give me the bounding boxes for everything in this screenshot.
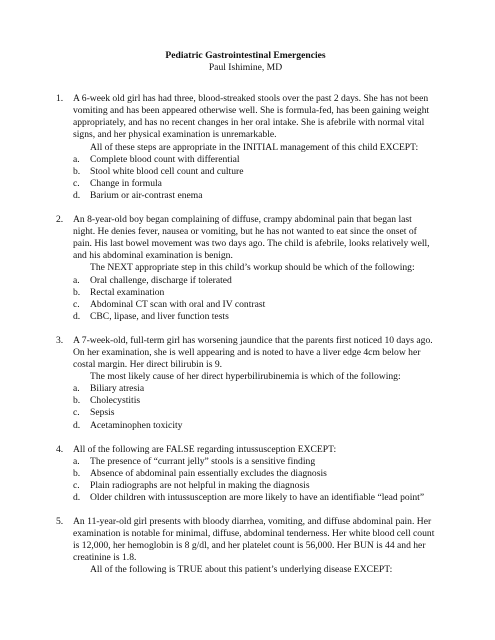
option-text: Complete blood count with differential [90,153,240,165]
option-text: Rectal examination [90,286,165,298]
option-letter: c. [73,298,80,310]
question-stem: An 8-year-old boy began complaining of diffuse, crampy abdominal pain that began last night. He denies fever, nausea or vomiting, but he has not wanted to eat since the onset of pain. His last bowel movement was two days ago. The child is afebrile, looks relatively well, and his abdominal examination is benign. [73,214,430,262]
option-text: Sepsis [90,407,115,419]
answer-options [73,154,435,202]
option-text: Stool white blood cell count and culture [90,165,244,177]
question-number: 3. [56,334,64,346]
option-letter: b. [73,165,81,177]
option-letter: d. [73,310,81,322]
question-list [56,93,435,576]
option-text: Barium or air-contrast enema [90,189,203,201]
answer-option [73,407,435,419]
option-letter: c. [73,479,80,491]
answer-option [73,299,435,311]
option-text: Plain radiographs are not helpful in making the diagnosis [90,479,310,491]
question-prompt: All of the following is TRUE about this patient’s underlying disease EXCEPT: [90,564,393,576]
answer-option [73,420,435,432]
question-number: 1. [56,93,64,105]
answer-option [73,190,435,202]
question-item [56,214,435,323]
question-stem: All of the following are FALSE regarding intussusception EXCEPT: [73,443,337,455]
answer-options [73,275,435,323]
question-stem: An 11-year-old girl presents with bloody diarrhea, vomiting, and diffuse abdominal pain. Her examination is notable for minimal, diffuse, abdominal tenderness. Her white blood cell count is 12,000, her hemoglobin is 8 g/dl, and her platelet count is 56,000. Her BUN is 44 and her creatinine is 1.8. [73,516,435,564]
answer-option [73,154,435,166]
option-letter: d. [73,419,81,431]
answer-option [73,166,435,178]
option-text: CBC, lipase, and liver function tests [90,310,229,322]
answer-option [73,456,435,468]
question-item [56,335,435,432]
question-item [56,444,435,504]
answer-options [73,383,435,431]
option-text: Older children with intussusception are more likely to have an identifiable “lead point” [90,492,425,503]
answer-option [73,311,435,323]
option-text: Abdominal CT scan with oral and IV contrast [90,298,266,310]
option-text: Absence of abdominal pain essentially excludes the diagnosis [90,467,327,479]
option-letter: a. [73,383,80,395]
answer-option [73,395,435,407]
answer-option [73,480,435,492]
option-letter: a. [73,455,80,467]
answer-option [73,275,435,287]
answer-option [73,178,435,190]
option-letter: b. [73,395,81,407]
option-text: Cholecystitis [90,395,141,407]
question-number: 5. [56,516,64,528]
answer-option [73,383,435,395]
option-letter: b. [73,467,81,479]
answer-options [73,456,435,504]
question-number: 4. [56,443,64,455]
question-prompt: The NEXT appropriate step in this child’s workup should be which of the following: [90,262,415,274]
option-letter: c. [73,407,80,419]
question-item [56,93,435,202]
question-prompt: The most likely cause of her direct hyperbilirubinemia is which of the following: [90,371,401,383]
question-item [56,516,435,576]
answer-option [73,468,435,480]
question-stem: A 7-week-old, full-term girl has worsening jaundice that the parents first noticed 10 days ago. On her examination, she is well appearing and is noted to have a liver edge 4cm below her costal margin. Her direct bilirubin is 9. [73,334,433,371]
option-letter: a. [73,153,80,165]
answer-option [73,492,435,504]
document-title: Pediatric Gastrointestinal Emergencies [165,50,326,61]
option-text: Change in formula [90,177,162,189]
question-prompt: All of these steps are appropriate in the INITIAL management of this child EXCEPT: [90,141,419,153]
question-stem: A 6-week old girl has had three, blood-streaked stools over the past 2 days. She has not been vomiting and has been appeared otherwise well. She is formula-fed, has been gaining weight appropriately, and has no recent changes in her oral intake. She is afebrile with normal vital signs, and her physical examination is unremarkable. [73,93,430,141]
option-letter: c. [73,177,80,189]
option-letter: d. [73,189,81,201]
option-letter: d. [73,492,81,503]
option-letter: a. [73,274,80,286]
option-text: The presence of “currant jelly” stools is a sensitive finding [90,455,316,467]
question-number: 2. [56,214,64,226]
option-text: Oral challenge, discharge if tolerated [90,274,232,286]
option-letter: b. [73,286,81,298]
answer-option [73,287,435,299]
document-author: Paul Ishimine, MD [208,62,283,74]
option-text: Biliary atresia [90,383,145,395]
option-text: Acetaminophen toxicity [90,419,183,431]
